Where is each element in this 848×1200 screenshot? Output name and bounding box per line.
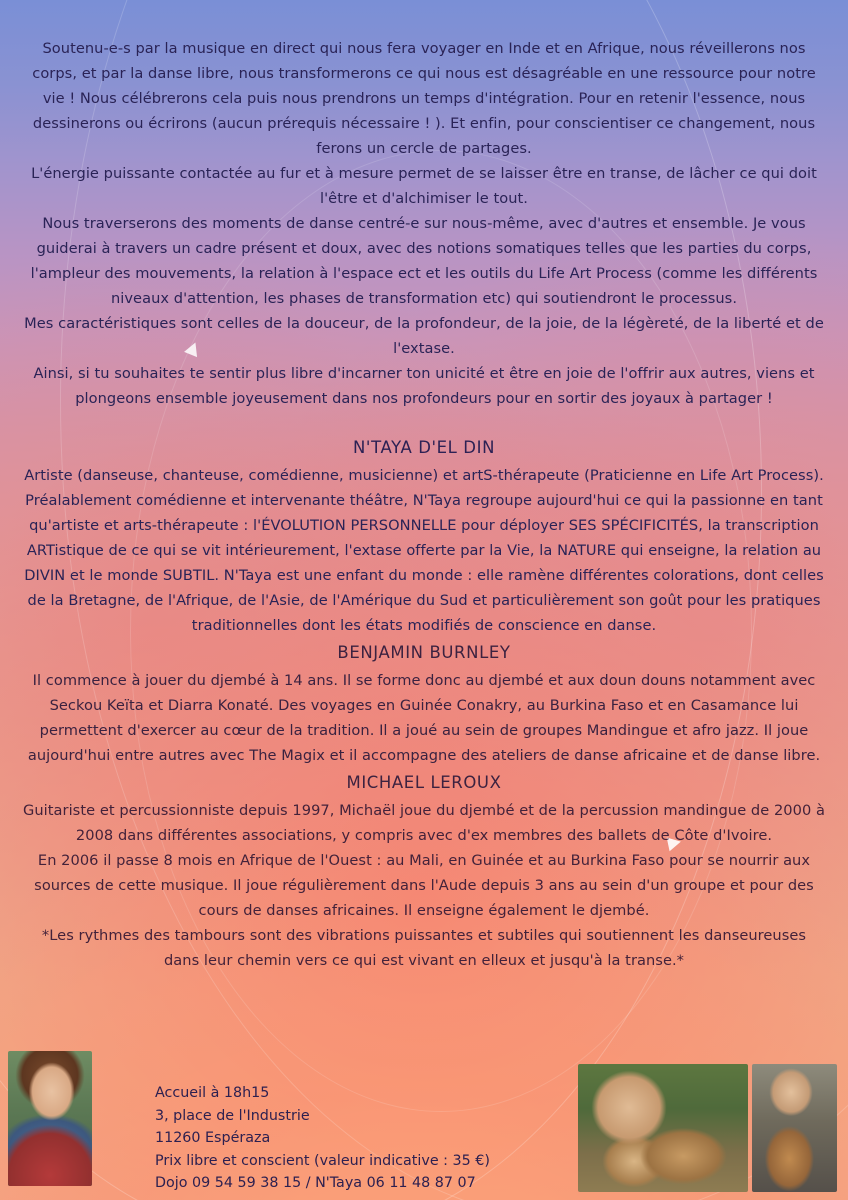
footer-line-price: Prix libre et conscient (valeur indicative : 35 €) [155,1152,490,1169]
bio-michael-paragraph-2: En 2006 il passe 8 mois en Afrique de l'Ouest : au Mali, en Guinée et au Burkina Faso pour se nourrir aux sources de cette musique. Il joue régulièrement dans l'Aude depuis 3 ans au sein d'un groupe et pour des cours de danses africaines. Il enseigne également le djembé. [34,852,814,919]
bio-michael-paragraph-1: Guitariste et percussionniste depuis 1997, Michaël joue du djembé et de la percussion mandingue de 2000 à 2008 dans différentes associations, y compris avec d'ex membres des ballets de Côte d'Ivoire. [23,802,825,844]
section-spacer [22,411,826,433]
bio-heading-benjamin: BENJAMIN BURNLEY [337,643,511,662]
footer-line-phone: Dojo 09 54 59 38 15 / N'Taya 06 11 48 87 07 [155,1175,476,1191]
footer-line-address: 3, place de l'Industrie [155,1107,310,1124]
intro-paragraph-4: Mes caractéristiques sont celles de la douceur, de la profondeur, de la joie, de la légèreté, de la liberté et de l'extase. [24,315,824,357]
portrait-photo [8,1051,92,1186]
portrait-photo-image [8,1051,92,1186]
drummer-photo-image [752,1064,837,1192]
footer-details [155,1082,490,1195]
bio-benjamin-paragraph-1: Il commence à jouer du djembé à 14 ans. Il se forme donc au djembé et aux doun douns notamment avec Seckou Keïta et Diarra Konaté. Des voyages en Guinée Conakry, au Burkina Faso et en Casamance lui permettent d'exercer au cœur de la tradition. Il a joué au sein de groupes Mandingue et afro jazz. Il joue aujourd'hui entre autres avec The Magix et il accompagne des ateliers de danse africaine et de danse libre. [27,672,821,764]
djembe-player-photo [578,1064,748,1192]
drummer-photo [752,1064,837,1192]
intro-paragraph-3: Nous traverserons des moments de danse centré-e sur nous-même, avec d'autres et ensemble. Je vous guiderai à travers un cadre présent et doux, avec des notions somatiques telles que les parties du corps, l'ampleur des mouvements, la relation à l'espace ect et les outils du Life Art Process (comme les différents niveaux d'attention, les phases de transformation etc) qui soutiendront le processus. [30,215,818,307]
intro-paragraph-5: Ainsi, si tu souhaites te sentir plus libre d'incarner ton unicité et être en joie de l'offrir aux autres, viens et plongeons ensemble joyeusement dans nos profondeurs pour en sortir des joyaux à partager ! [33,365,815,407]
bio-heading-michael: MICHAEL LEROUX [346,773,502,792]
bio-ntaya-paragraph-1: Artiste (danseuse, chanteuse, comédienne, musicienne) et artS-thérapeute (Praticienne en Life Art Process). [24,467,824,484]
bio-heading-ntaya: N'TAYA D'EL DIN [352,438,496,457]
intro-paragraph-2: L'énergie puissante contactée au fur et à mesure permet de se laisser être en transe, de lâcher ce qui doit l'être et d'alchimiser le tout. [31,165,817,207]
closing-quote: *Les rythmes des tambours sont des vibrations puissantes et subtiles qui soutiennent les danseureuses dans leur chemin vers ce qui est vivant en elleux et jusqu'à la transe.* [41,927,807,969]
footer-line-welcome: Accueil à 18h15 [155,1085,270,1101]
bio-ntaya-paragraph-2: Préalablement comédienne et intervenante théâtre, N'Taya regroupe aujourd'hui ce qui la passionne en tant qu'artiste et arts-thérapeute : l'ÉVOLUTION PERSONNELLE pour déployer SES SPÉCIFICITÉS, la transcription ARTistique de ce qui se vit intérieurement, l'extase offerte par la Vie, la NATURE qui enseigne, la relation au DIVIN et le monde SUBTIL. N'Taya est une enfant du monde : elle ramène différentes colorations, dont celles de la Bretagne, de l'Afrique, de l'Asie, de l'Amérique du Sud et particulièrement son goût pour les pratiques traditionnelles dont les états modifiés de conscience en danse. [24,492,824,634]
footer-line-city: 11260 Espéraza [155,1130,271,1146]
djembe-player-photo-image [578,1064,748,1192]
intro-paragraph-1: Soutenu-e-s par la musique en direct qui nous fera voyager en Inde et en Afrique, nous réveillerons nos corps, et par la danse libre, nous transformerons ce qui nous est désagréable en une ressource pour notre vie ! Nous célébrerons cela puis nous prendrons un temps d'intégration. Pour en retenir l'essence, nous dessinerons ou écrirons (aucun prérequis nécessaire ! ). Et enfin, pour conscientiser ce changement, nous ferons un cercle de partages. [32,40,816,157]
